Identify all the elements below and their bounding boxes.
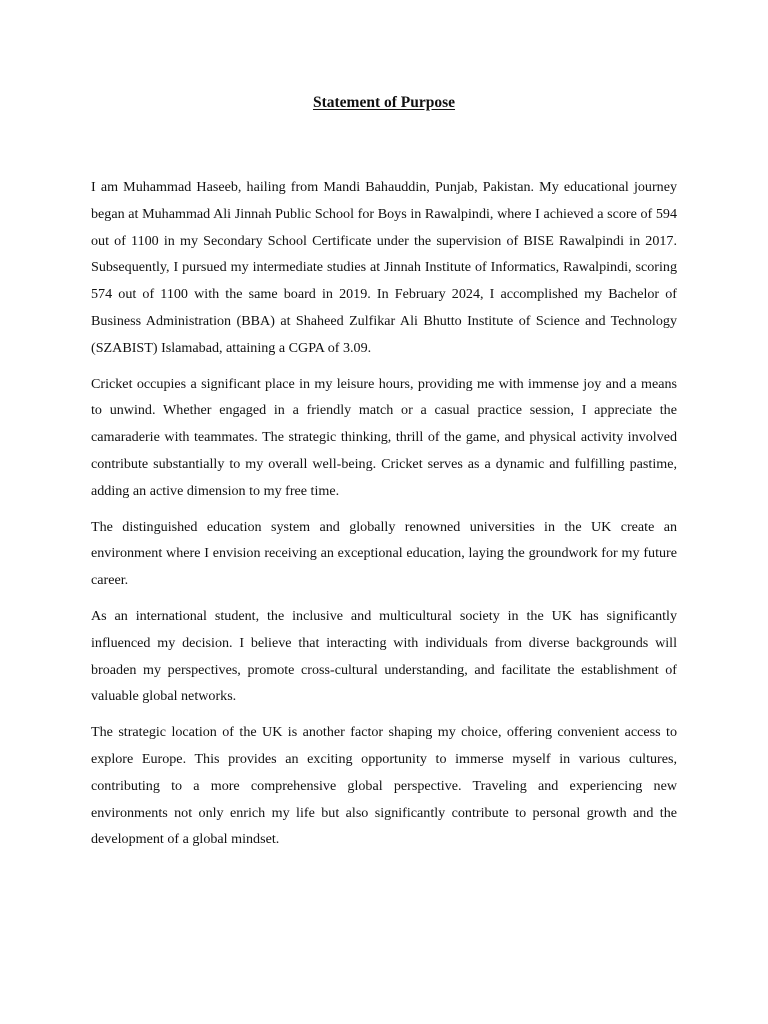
paragraph-multicultural-society: As an international student, the inclusive and multicultural society in the UK has significantly influenced my decision. I believe that interacting with individuals from diverse backgrounds will broaden my perspectives, promote cross-cultural understanding, and facilitate the establishment of valuable global networks. [91,607,677,705]
paragraph-introduction: I am Muhammad Haseeb, hailing from Mandi Bahauddin, Punjab, Pakistan. My educational journey began at Muhammad Ali Jinnah Public School for Boys in Rawalpindi, where I achieved a score of 594 out of 1100 in my Secondary School Certificate under the supervision of BISE Rawalpindi in 2017. Subsequently, I pursued my intermediate studies at Jinnah Institute of Informatics, Rawalpindi, scoring 574 out of 1100 with the same board in 2019. In February 2024, I accomplished my Bachelor of Business Administration (BBA) at Shaheed Zulfikar Ali Bhutto Institute of Science and Technology (SZABIST) Islamabad, attaining a CGPA of 3.09. [91,179,677,356]
paragraph-uk-education: The distinguished education system and globally renowned universities in the UK create an environment where I envision receiving an exceptional education, laying the groundwork for my future career. [91,518,677,589]
paragraph-strategic-location: The strategic location of the UK is another factor shaping my choice, offering convenient access to explore Europe. This provides an exciting opportunity to immerse myself in various cultures, contributing to a more comprehensive global perspective. Traveling and experiencing new environments not only enrich my life but also significantly contribute to personal growth and the development of a global mindset. [91,724,677,848]
document-title: Statement of Purpose [312,94,456,111]
paragraph-cricket: Cricket occupies a significant place in my leisure hours, providing me with immense joy and a means to unwind. Whether engaged in a friendly match or a casual practice session, I appreciate the camaraderie with teammates. The strategic thinking, thrill of the game, and physical activity involved contribute substantially to my overall well-being. Cricket serves as a dynamic and fulfilling pastime, adding an active dimension to my free time. [91,375,677,499]
document-body [91,174,677,862]
